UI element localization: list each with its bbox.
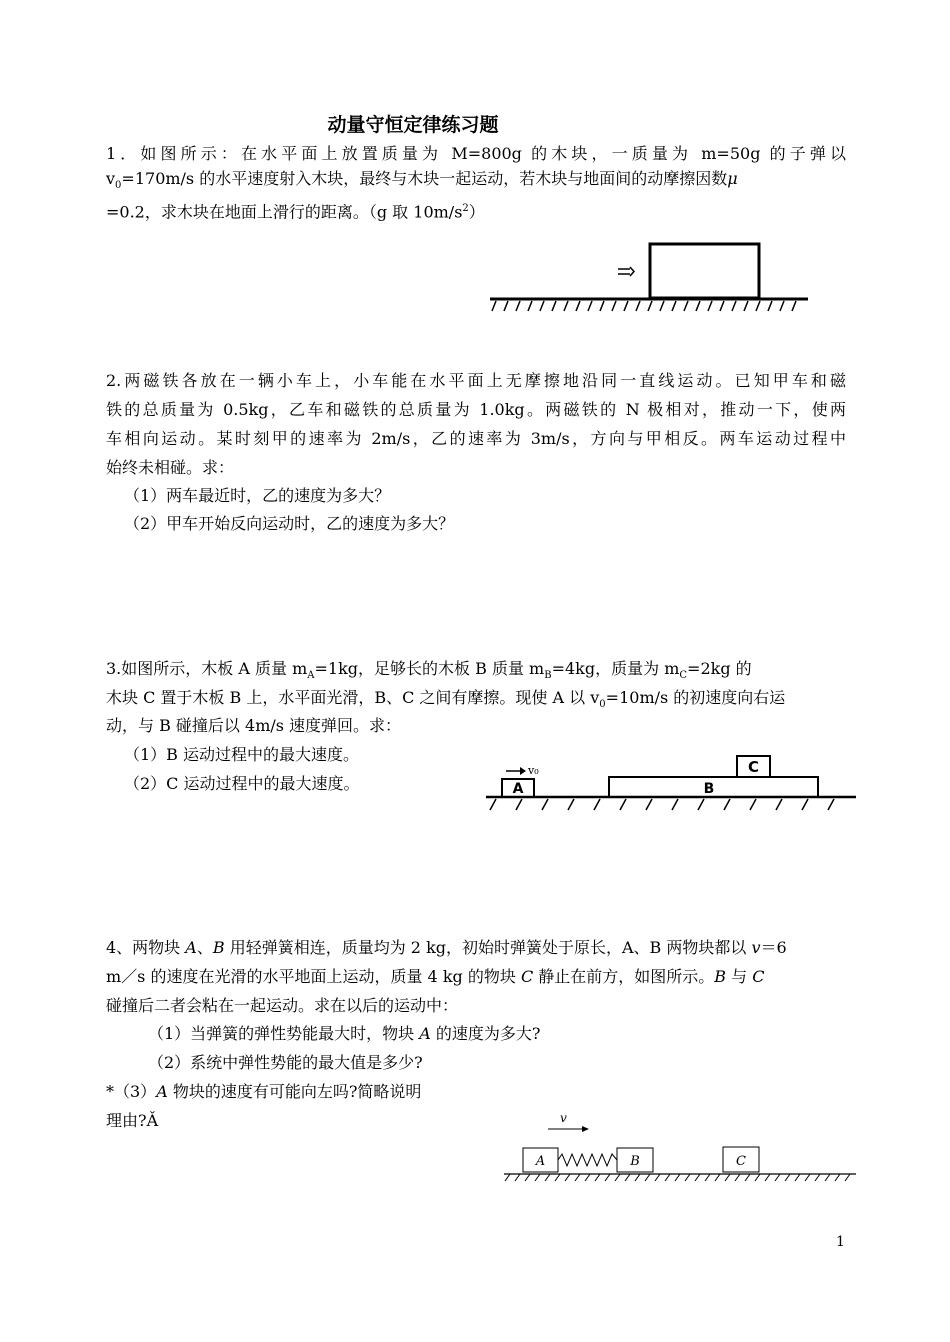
q4-subquestion-3-cont: 理由?Ǎ	[106, 1111, 159, 1130]
figure-4-spring-blocks	[500, 1104, 862, 1190]
velocity-arrow-icon	[548, 1126, 589, 1132]
velocity-arrow-icon	[506, 767, 526, 775]
q4-subquestion-1: （1）当弹簧的弹性势能最大时，物块 A 的速度为多大?	[148, 1024, 541, 1043]
label-c: C	[736, 1154, 746, 1169]
page-title: 动量守恒定律练习题	[327, 114, 499, 136]
spring	[558, 1154, 617, 1166]
label-b: B	[630, 1154, 640, 1169]
figure-3-boards	[484, 752, 864, 818]
q2-line-2: 铁的总质量为 0.5kg，乙车和磁铁的总质量为 1.0kg。两磁铁的 N 极相对，推动一下，使两	[106, 400, 846, 419]
q2-line-3: 车相向运动。某时刻甲的速率为 2m/s，乙的速率为 3m/s，方向与甲相反。两车运动过程中	[106, 429, 846, 448]
label-b: B	[703, 781, 715, 797]
q4-line-3: 碰撞后二者会粘在一起运动。求在以后的运动中：	[106, 996, 459, 1015]
ground-hatching	[505, 1174, 850, 1181]
q3-line-3: 动，与 B 碰撞后以 4m/s 速度弹回。求：	[106, 716, 402, 735]
q1-line-1: 1．如图所示：在水平面上放置质量为 M=800g 的木块，一质量为 m=50g 的子弹以	[106, 144, 846, 163]
q3-subquestion-2: （2）C 运动过程中的最大速度。	[124, 774, 360, 793]
q2-line-1: 2.两磁铁各放在一辆小车上，小车能在水平面上无摩擦地沿同一直线运动。已知甲车和磁	[106, 371, 846, 390]
wood-block	[650, 244, 759, 298]
q2-line-4: 始终未相碰。求：	[106, 458, 235, 477]
q1-line-2: $v_0=170m/s$ 的水平速度射入木块，最终与木块一起运动，若木块与地面间的动摩擦因数μ	[106, 169, 738, 192]
q4-subquestion-3: *（3）A 物块的速度有可能向左吗?简略说明	[106, 1082, 422, 1101]
ground-hatching	[490, 799, 834, 810]
q2-subquestion-2: （2）甲车开始反向运动时，乙的速度为多大？	[124, 514, 455, 533]
label-v: v	[560, 1111, 567, 1125]
label-v0: v₀	[528, 764, 539, 777]
q3-subquestion-1: （1）B 运动过程中的最大速度。	[124, 745, 360, 764]
ground-hatching	[492, 301, 796, 311]
label-a: A	[535, 1154, 546, 1169]
bullet-icon	[618, 267, 634, 276]
q3-line-2: 木块 C 置于木板 B 上，水平面光滑，B、C 之间有摩擦。现使 A 以 $v_0=10m/s$ 的初速度向右运	[106, 688, 786, 711]
page-number: 1	[836, 1234, 845, 1250]
q4-subquestion-2: （2）系统中弹性势能的最大值是多少?	[148, 1053, 423, 1072]
q4-line-1: 4、两物块 A、B 用轻弹簧相连，质量均为 2 kg，初始时弹簧处于原长，A、B 两物块都以 v＝6	[106, 938, 787, 957]
q4-line-2: m／s 的速度在光滑的水平地面上运动，质量 4 kg 的物块 C 静止在前方，如图所示。B 与 C	[106, 967, 765, 986]
label-a: A	[512, 781, 524, 797]
label-c: C	[747, 758, 760, 776]
q1-line-3: =0.2，求木块在地面上滑行的距离。（g 取 $10m/s^2$）	[106, 202, 485, 222]
figure-1-block-on-ground	[486, 236, 816, 326]
q3-line-1: 3.如图所示，木板 A 质量 $m_A=1kg$，足够长的木板 B 质量 $m_B=4kg$，质量为 $m_C=2kg$ 的	[106, 659, 752, 682]
q2-subquestion-1: （1）两车最近时，乙的速度为多大？	[124, 486, 391, 505]
